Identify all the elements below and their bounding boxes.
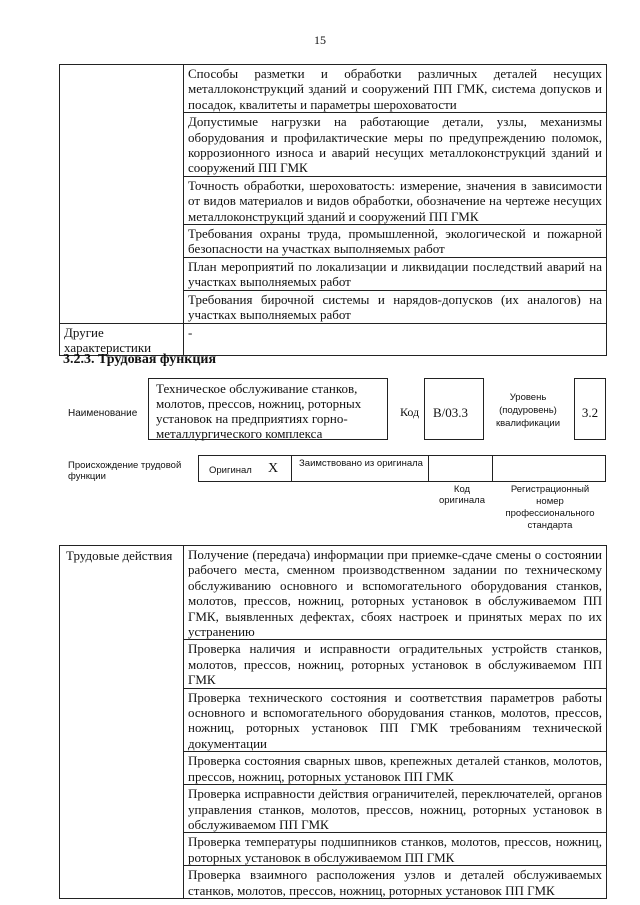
table-cell: Допустимые нагрузки на работающие детали, узлы, механизмы оборудования и профилактические меры по предупреждению поломок, коррозионного износа и аварий несущих металлоконструкций зданий и сооружений ПП ГМК: [184, 113, 607, 177]
function-name-value: Техническое обслуживание станков, молотов, прессов, ножниц, роторных установок на предприятиях горно-металлургического комплекса: [148, 378, 388, 440]
divider: [492, 455, 493, 482]
qualification-level-value: 3.2: [574, 378, 606, 440]
borrowed-label: Заимствовано из оригинала: [299, 458, 423, 469]
table-cell: Проверка взаимного расположения узлов и деталей обслуживаемых станков, молотов, прессов, ножниц, роторных установок ПП ГМК: [184, 866, 607, 899]
page-number: 15: [314, 33, 326, 47]
name-label: Наименование: [68, 408, 138, 419]
table-cell: Проверка состояния сварных швов, крепежных деталей станков, молотов, прессов, ножниц, роторных установок ПП ГМК: [184, 752, 607, 785]
function-code-value: В/03.3: [424, 378, 484, 440]
other-characteristics-label: Другие характеристики: [60, 323, 184, 356]
labor-actions-label: Трудовые действия: [60, 546, 184, 899]
table-cell: Требования бирочной системы и нарядов-допусков (их аналогов) на участках выполняемых работ: [184, 290, 607, 323]
table-cell: Способы разметки и обработки различных деталей несущих металлоконструкций зданий и сооружений ПП ГМК, система допусков и посадок, квалитеты и параметры шероховатости: [184, 65, 607, 113]
other-characteristics-value: -: [184, 323, 607, 356]
table-cell: Требования охраны труда, промышленной, экологической и пожарной безопасности на участках выполняемых работ: [184, 225, 607, 258]
table-row: [60, 546, 607, 640]
table-cell: Проверка наличия и исправности оградительных устройств станков, молотов, прессов, ножниц, роторных установок в обслуживаемом ПП ГМК: [184, 640, 607, 688]
divider: [428, 455, 429, 482]
code-label: Код: [400, 405, 420, 419]
table-row: [60, 65, 607, 113]
knowledge-table: [59, 64, 607, 356]
qualification-level-label: Уровень (подуровень) квалификации: [495, 392, 561, 429]
table-cell: Получение (передача) информации при приемке-сдаче смены о состоянии рабочего места, сменном производственном задании по техническому обслуживанию основного и вспомогательного оборудования станков, молотов, прессов, ножниц, роторных установок в обслуживаемом ПП ГМК, выявленных дефектах, сбоях настроек и принятых мерах по их устранению: [184, 546, 607, 640]
table-cell: Точность обработки, шероховатость: измерение, значения в зависимости от видов материалов и видов обработки, обозначение на чертеже несущих металлоконструкций зданий и сооружений ПП ГМК: [184, 176, 607, 224]
divider: [291, 455, 292, 482]
table-cell: Проверка технического состояния и соответствия параметров работы основного и вспомогательного оборудования станков, молотов, прессов, ножниц, роторных установок ПП ГМК требованиям технической документации: [184, 688, 607, 752]
code-original-label: Код оригинала: [438, 484, 485, 506]
table-cell: Проверка исправности действия ограничителей, переключателей, органов управления станков, молотов, прессов, ножниц, роторных установок в обслуживаемом ПП ГМК: [184, 785, 607, 833]
original-mark: X: [268, 461, 279, 476]
table-cell: Проверка температуры подшипников станков, молотов, прессов, ножниц, роторных установок в обслуживаемом ПП ГМК: [184, 833, 607, 866]
registration-number-label: Регистрационный номер профессионального стандарта: [505, 484, 595, 531]
origin-label: Происхождение трудовой функции: [68, 460, 182, 482]
table-row: [60, 323, 607, 356]
section-title: 3.2.3. Трудовая функция: [63, 352, 217, 367]
table-cell-empty: [60, 65, 184, 324]
labor-actions-table: [59, 545, 607, 899]
origin-box: [198, 455, 606, 482]
table-cell: План мероприятий по локализации и ликвидации последствий аварий на участках выполняемых работ: [184, 257, 607, 290]
original-label: Оригинал: [209, 465, 252, 476]
